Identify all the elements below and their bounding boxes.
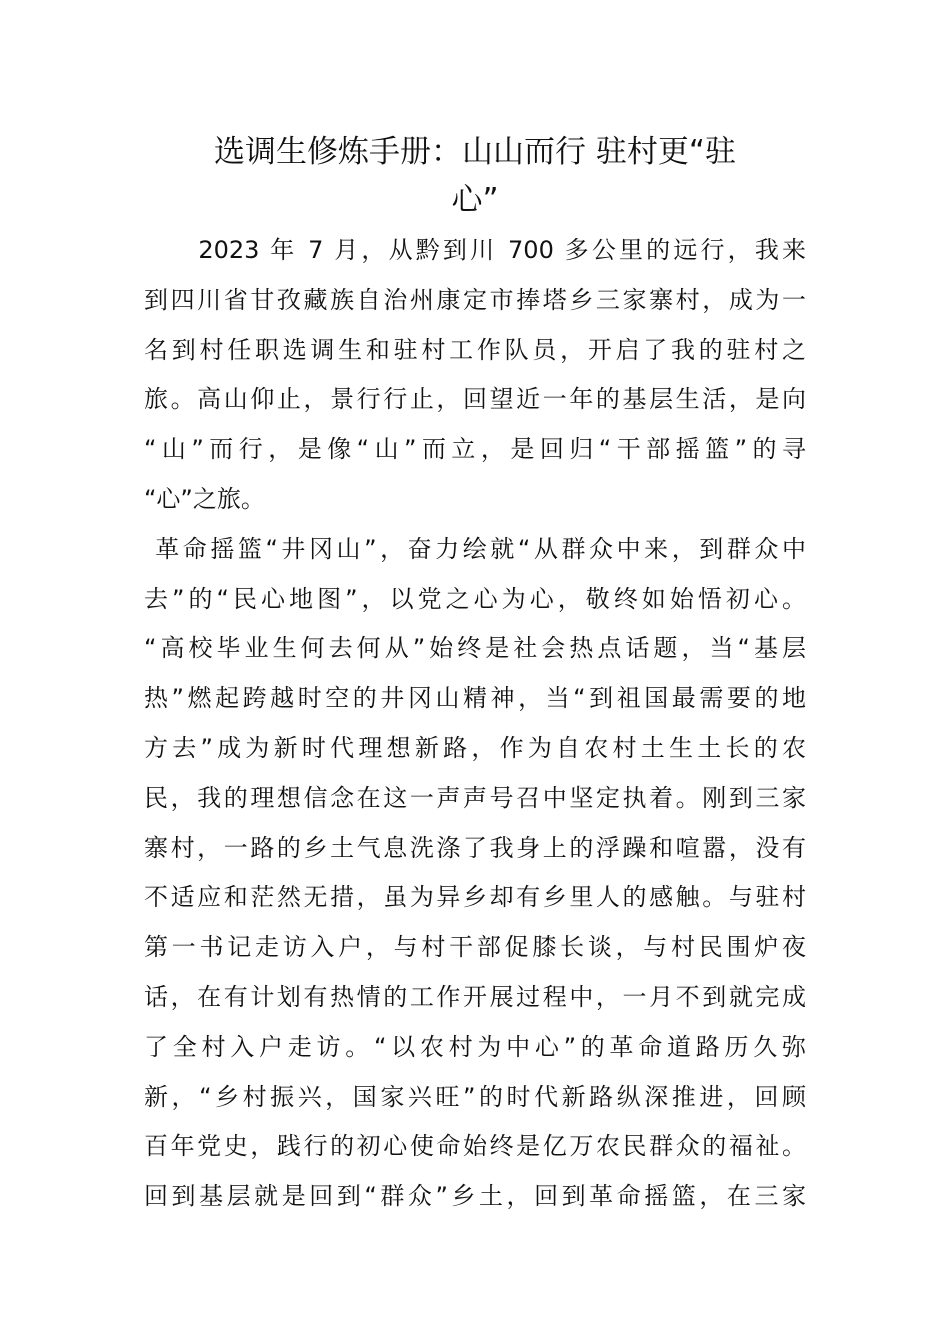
text-line: 话，在有计划有热情的工作开展过程中，一月不到就完成 [144,982,806,1011]
document-title [140,128,810,224]
text-line: 不适应和茫然无措，虽为异乡却有乡里人的感触。与驻村 [144,883,806,912]
title-line: 选调生修炼手册：山山而行 驻村更“驻 [214,134,736,170]
document-body [144,226,806,1222]
paragraph-2 [144,525,806,1222]
text-line: 百年党史，践行的初心使命始终是亿万农民群众的福祉。 [144,1132,806,1161]
text-line: 回到基层就是回到“群众”乡土，回到革命摇篮，在三家 [144,1182,806,1211]
text-line: 了全村入户走访。“以农村为中心”的革命道路历久弥 [144,1032,806,1061]
text-line: 名到村任职选调生和驻村工作队员，开启了我的驻村之 [144,335,806,364]
text-line: 寨村，一路的乡土气息洗涤了我身上的浮躁和喧嚣，没有 [144,833,806,862]
title-line: 心” [451,182,499,218]
text-line: 去”的“民心地图”，以党之心为心，敬终如始悟初心。 [144,584,806,613]
text-line: “山”而行，是像“山”而立，是回归“干部摇篮”的寻 [144,435,806,464]
text-line: 革命摇篮“井冈山”，奋力绘就“从群众中来，到群众中 [144,534,806,563]
text-line: 第一书记走访入户，与村干部促膝长谈，与村民围炉夜 [144,933,806,962]
text-line: 新，“乡村振兴，国家兴旺”的时代新路纵深推进，回顾 [144,1082,806,1111]
text-line: 旅。高山仰止，景行行止，回望近一年的基层生活，是向 [144,385,806,414]
text-line: 民，我的理想信念在这一声声号召中坚定执着。刚到三家 [144,783,806,812]
text-line: “高校毕业生何去何从”始终是社会热点话题，当“基层 [144,634,806,663]
text-line: 热”燃起跨越时空的井冈山精神，当“到祖国最需要的地 [144,684,806,713]
text-line: 到四川省甘孜藏族自治州康定市捧塔乡三家寨村，成为一 [144,285,806,314]
text-line: “心”之旅。 [144,484,265,513]
paragraph-1 [144,226,806,525]
text-line: 方去”成为新时代理想新路，作为自农村土生土长的农 [144,733,806,762]
text-line: 2023 年 7 月，从黔到川 700 多公里的远行，我来 [144,236,806,264]
